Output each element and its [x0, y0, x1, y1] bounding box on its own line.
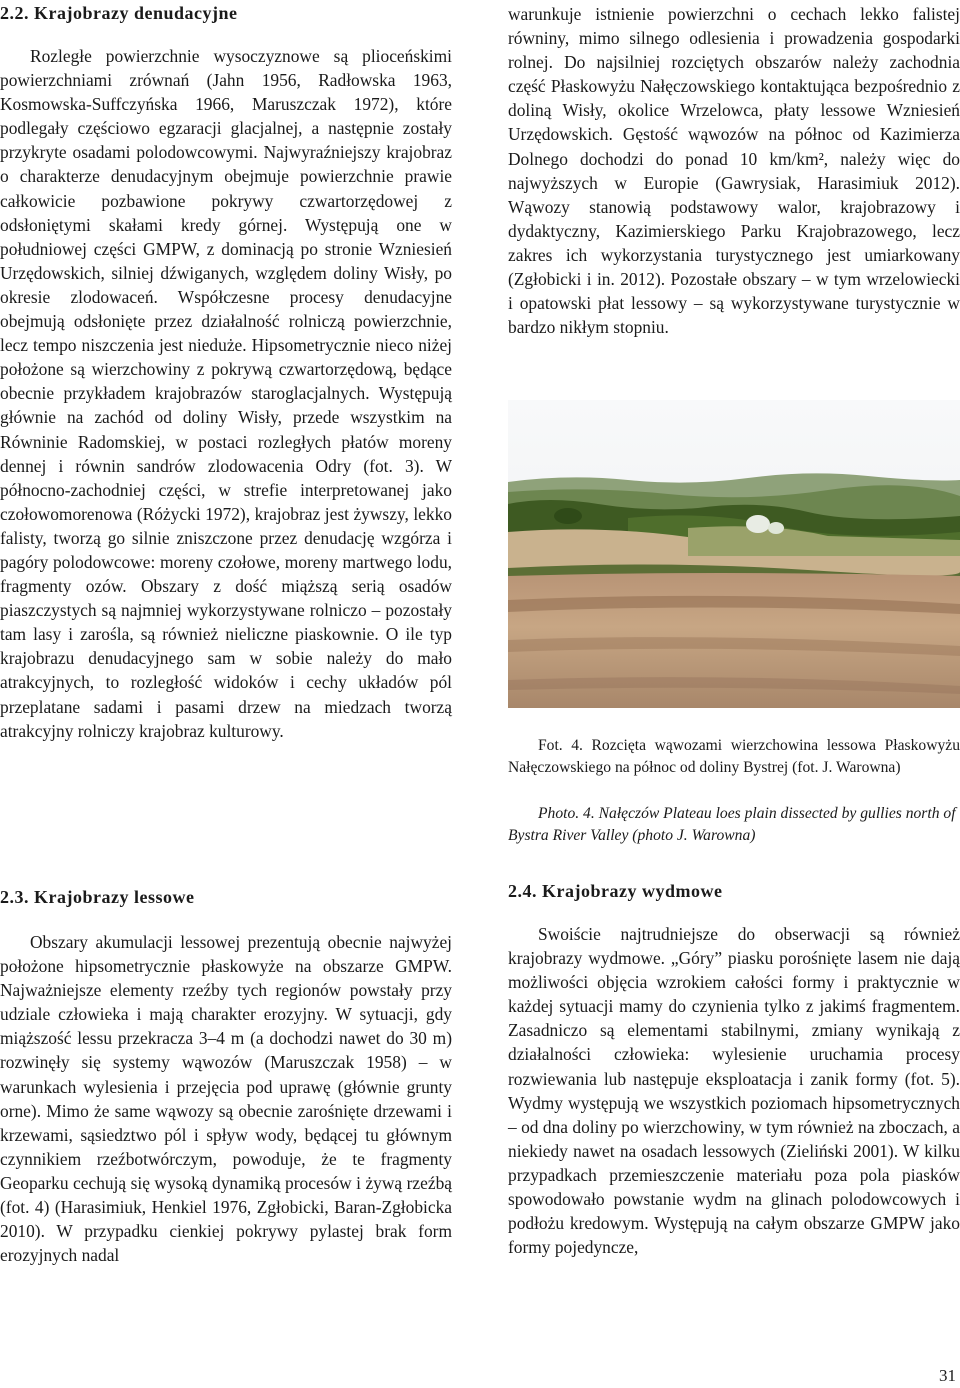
section-heading-denudation: 2.2. Krajobrazy denudacyjne — [0, 3, 238, 23]
paragraph-dunes: Swoiście najtrudniejsze do obserwacji są również krajobrazy wydmowe. „Góry” piasku porośnięte lasem nie dają możliwości objęcia wzrokiem całości formy i praktycznie w każdej sytuacji mamy do czynienia tylko z jakimś fragmentem. Zasadniczo są elementami stabilnymi, zmiany wynikają z działalności człowieka: wylesienie uruchamia procesy rozwiewania lub następuje eksploatacja i zanik formy (fot. 5). Wydmy występują we wszystkich poziomach hipsometrycznych – od dna doliny po wierzchowiny, w tym również na zboczach, a niekiedy nawet na osadach lessowych (Zieliński 2001). W kilku przypadkach przemieszczenie materiału poza pola piasków spowodowało powstanie wydm na glinach polodowcowych i podłożu kredowym. Występują na całym obszarze GMPW jako formy pojedyncze, — [508, 924, 960, 1258]
figure-caption-english: Photo. 4. Nałęczów Plateau loes plain dissected by gullies north of Bystra River Valley (photo J. Warowna) — [508, 805, 956, 844]
section-heading-dunes: 2.4. Krajobrazy wydmowe — [508, 881, 723, 901]
page-number: 31 — [939, 1366, 956, 1385]
paragraph-denudation: Rozległe powierzchnie wysoczyznowe są plioceńskimi powierzchniami zrównań (Jahn 1956, Radłowska 1963, Kosmowska-Suffczyńska 1966, Maruszczak 1972), które podlegały częściowo egzaracji glacjalnej, a następnie zostały przykryte osadami polodowcowymi. Najwyraźniejszy krajobraz o charakterze denudacyjnym obejmuje powierzchnie prawie całkowicie pozbawione pokrywy czwartorzędowej z odsłoniętymi skałami kredy górnej. Występują one w południowej części GMPW, z dominacją po stronie Wzniesień Urzędowskich, silniej dźwiganych, względem doliny Wisły, po okresie zlodowaceń. Współczesne procesy denudacyjne obejmują odsłonięte przez działalność rolniczą powierzchnie, lecz tempo niszczenia jest nieduże. Hipsometrycznie nieco niżej położone są wierzchowiny z pokrywą czwartorzędową, będące obecnie przykładem krajobrazów staroglacjalnych. Występują głównie na zachód od doliny Wisły, przede wszystkim na Równinie Radomskiej, w postaci rozległych płatów moreny dennej i równin sandrów zlodowacenia Odry (fot. 3). W północno-zachodniej części, w strefie interpretowanej jako czołowomorenowa (Różycki 1972), krajobraz jest żywszy, lekko falisty, tworzą go silnie zniszczone przez denudację wzgórza i pagóry polodowcowe: moreny czołowe, moreny martwego lodu, fragmenty ozów. Obszary z dość miąższą serią osadów piaszczystych są najmniej wykorzystywane rolniczo – pozostały tam lasy i zarośla, są również nieliczne piaskownie. O ile typ krajobrazu denudacyjnego sam w sobie należy do mało atrakcyjnych, to rozległość widoków i cechy układów pól przeplatane sadami i pasami drzew na miedzach tworzą atrakcyjny rolniczy krajobraz kulturowy. — [0, 46, 452, 741]
photo-loess-plateau — [508, 400, 960, 708]
section-heading-loess: 2.3. Krajobrazy lessowe — [0, 887, 195, 907]
figure-caption-polish: Fot. 4. Rozcięta wąwozami wierzchowina lessowa Płaskowyżu Nałęczowskiego na północ od doliny Bystrej (fot. J. Warowna) — [508, 737, 960, 776]
landscape-photo-image — [508, 400, 960, 708]
paragraph-loess: Obszary akumulacji lessowej prezentują obecnie najwyżej położone hipsometrycznie płaskowyże na obszarze GMPW. Najważniejsze elementy rzeźby tych regionów powstały przy udziale człowieka i mają charakter erozyjny. W sytuacji, gdy miąższość lessu przekracza 3–4 m (a dochodzi nawet do 30 m) rozwinęły się systemy wąwozów (Maruszczak 1958) – w warunkach wylesienia i przejęcia pod uprawę (głównie grunty orne). Mimo że same wąwozy są obecnie zarośnięte drzewami i krzewami, sąsiedztwo pól i spływ wody, będącej tu głównym czynnikiem rzeźbotwórczym, powoduje, że te fragmenty Geoparku cechują się wysoką dynamiką procesów i żywą rzeźbą (fot. 4) (Harasimiuk, Henkiel 1976, Zgłobicki, Baran-Zgłobicka 2010). W przypadku cienkiej pokrywy pylastej brak form erozyjnych nadal — [0, 932, 452, 1266]
paragraph-loess-continued: warunkuje istnienie powierzchni o cechach lekko falistej równiny, mimo silnego odlesienia i prowadzenia gospodarki rolnej. Do najsilniej rozciętych obszarów należy zachodnia część Płaskowyżu Nałęczowskiego kontaktująca bezpośrednio z doliną Wisły, okolice Wrzelowca, płaty lessowe Wzniesień Urzędowskich. Gęstość wąwozów na północ od Kazimierza Dolnego dochodzi do ponad 10 km/km², należy więc do najwyższych w Europie (Gawrysiak, Harasimiuk 2012). Wąwozy stanowią podstawowy walor, krajobrazowy i dydaktyczny, Kazimierskiego Parku Krajobrazowego, lecz zakres ich wykorzystania turystycznego jest umiarkowany (Zgłobicki i in. 2012). Pozostałe obszary – w tym wrzelowiecki i opatowski płat lessowy – są wykorzystywane turystycznie w bardzo nikłym stopniu. — [508, 4, 960, 338]
